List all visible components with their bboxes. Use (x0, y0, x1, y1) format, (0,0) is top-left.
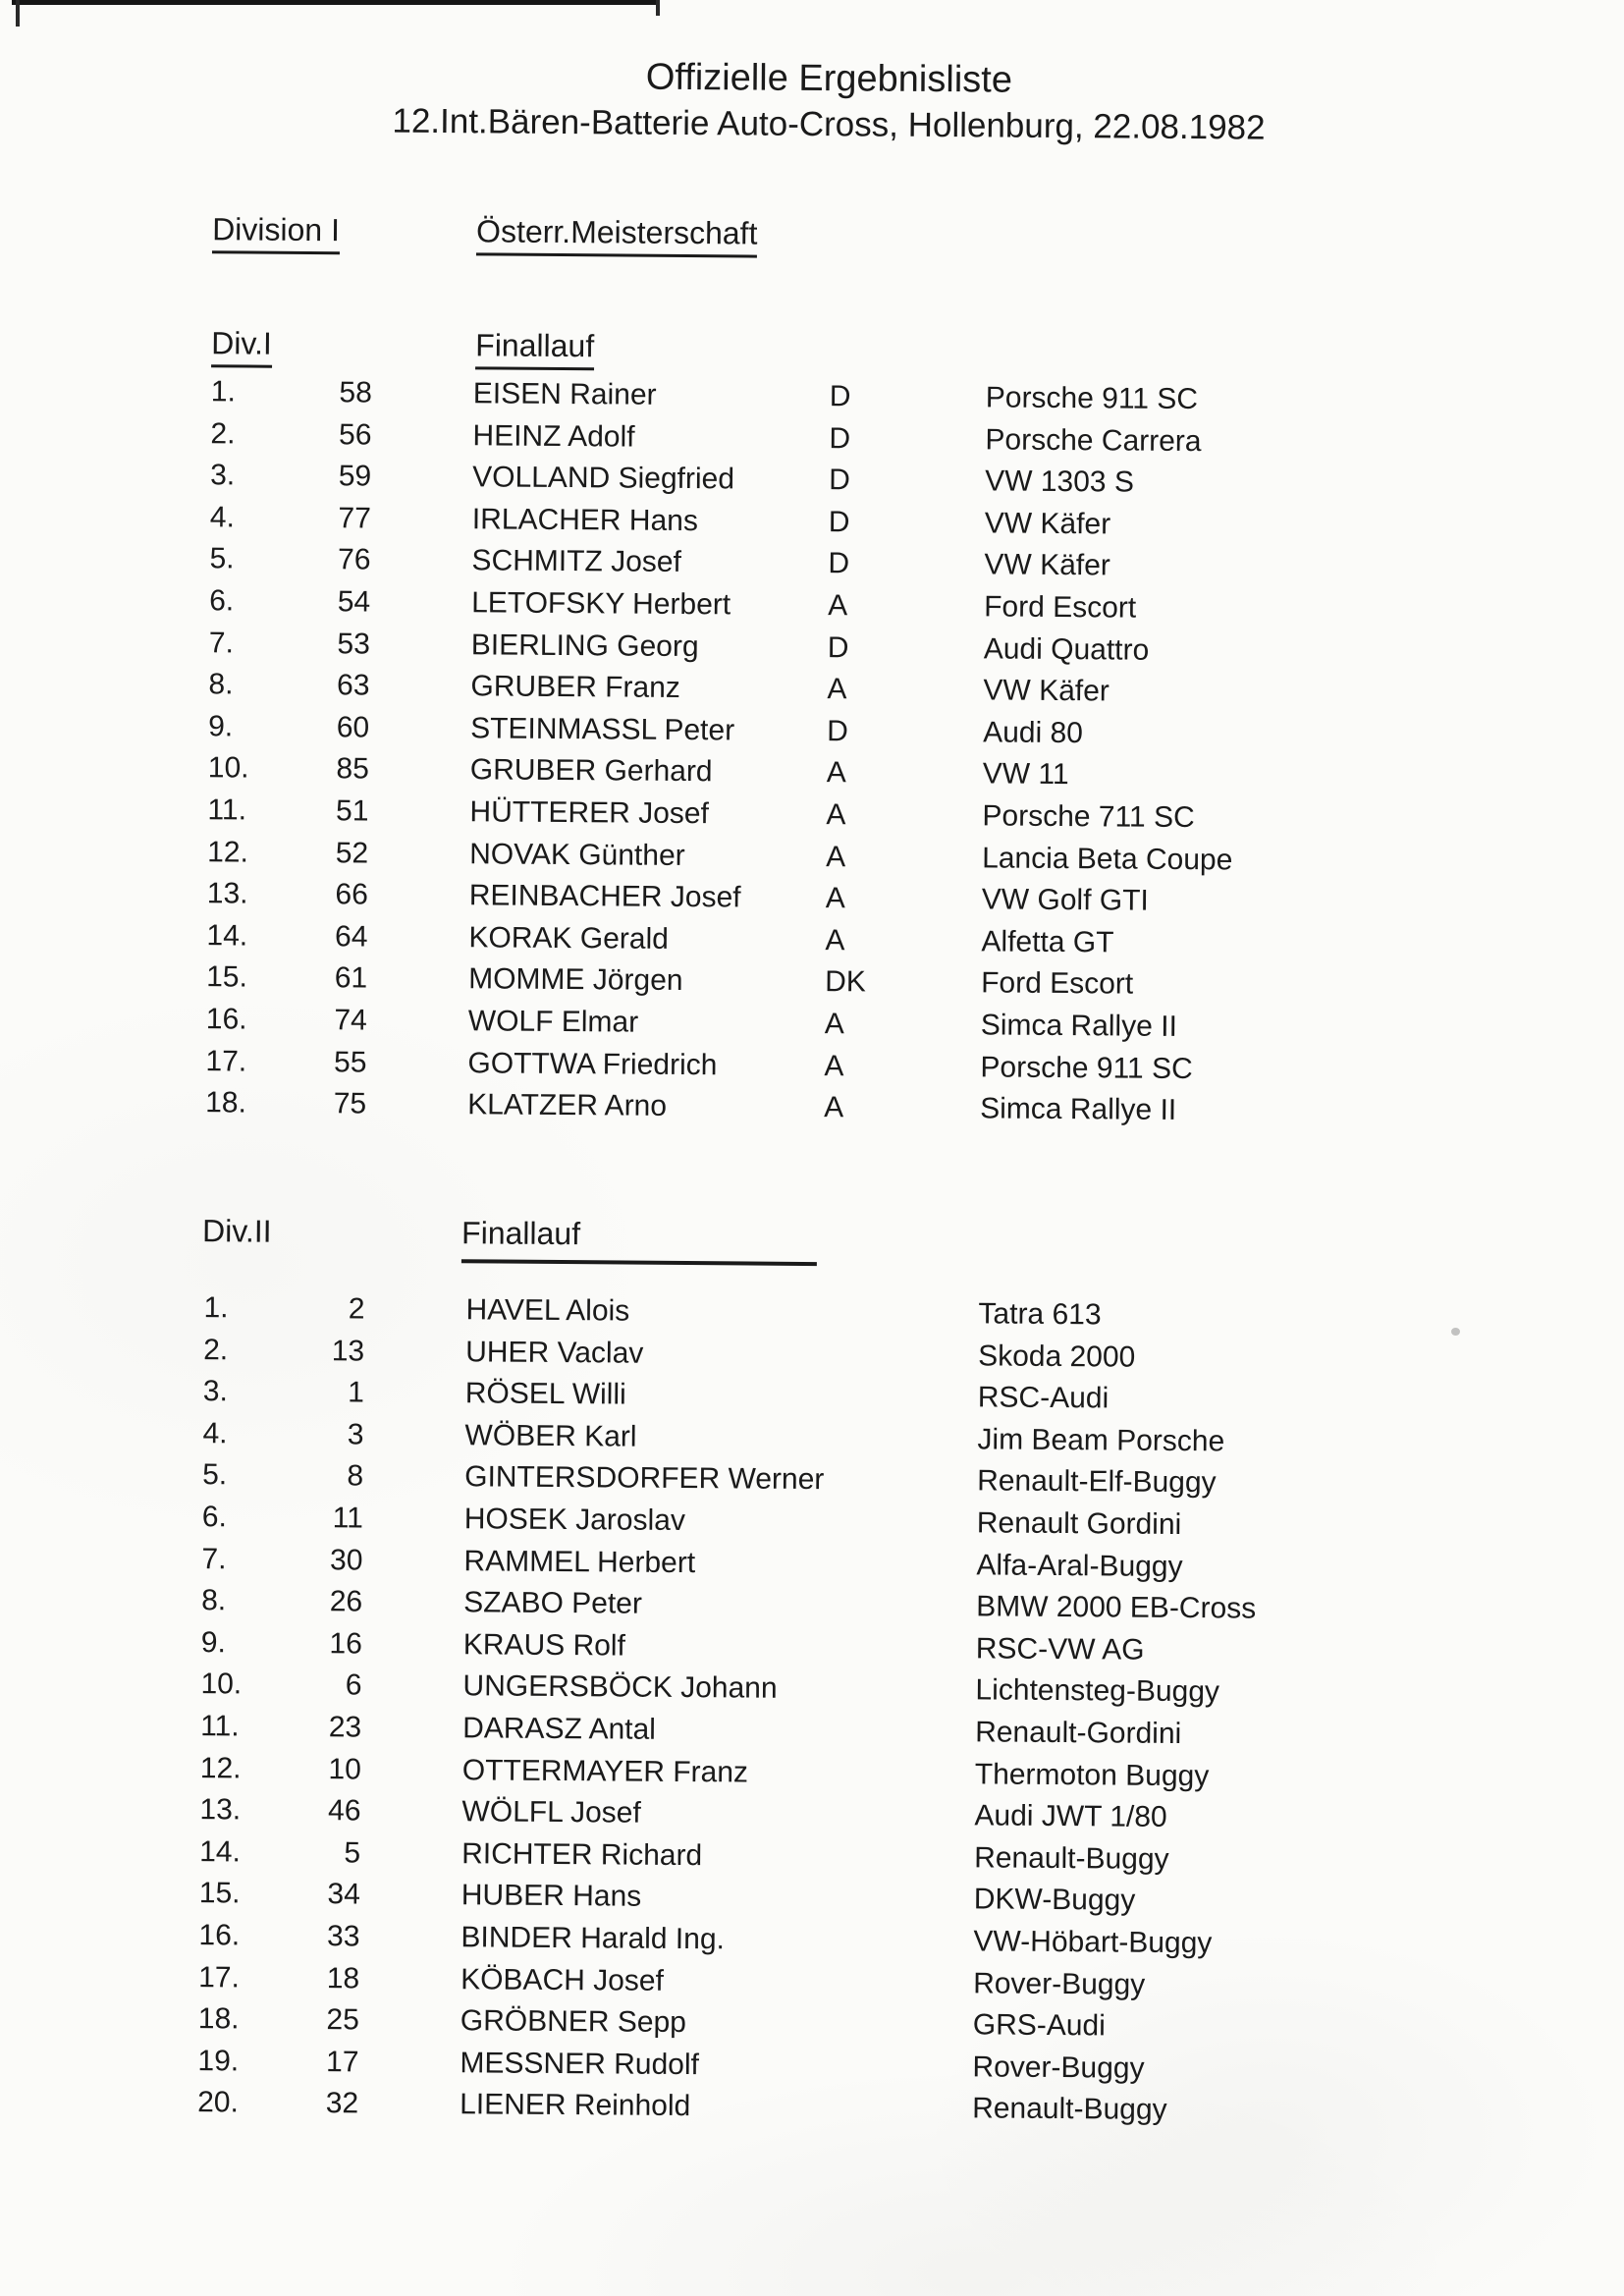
nationality-cell: A (826, 756, 846, 790)
start-number-cell: 10 (328, 1752, 361, 1785)
position-cell: 13. (199, 1793, 242, 1827)
position-cell: 6. (201, 1501, 228, 1534)
driver-name-cell: GOTTWA Friedrich (467, 1046, 718, 1081)
car-cell: Ford Escort (981, 966, 1134, 1001)
position-cell: 12. (207, 835, 249, 869)
driver-name-cell: VOLLAND Siegfried (472, 461, 735, 496)
driver-name-cell: RICHTER Richard (461, 1836, 703, 1872)
driver-name-cell: KORAK Gerald (468, 921, 670, 956)
start-number-cell: 17 (325, 2045, 359, 2079)
start-number-cell: 85 (336, 752, 369, 786)
start-number-cell: 11 (332, 1502, 363, 1535)
position-cell: 15. (198, 1877, 241, 1910)
position-cell: 16. (198, 1919, 241, 1952)
start-number-cell: 25 (326, 2003, 359, 2037)
driver-name-cell: KRAUS Rolf (462, 1628, 626, 1663)
position-cell: 8. (208, 668, 234, 701)
nationality-cell: D (829, 380, 851, 413)
driver-name-cell: LETOFSKY Herbert (471, 586, 731, 622)
driver-name-cell: KÖBACH Josef (460, 1962, 665, 1997)
car-cell: DKW-Buggy (973, 1883, 1136, 1917)
car-cell: Tatra 613 (978, 1297, 1102, 1332)
car-cell: Porsche Carrera (985, 422, 1202, 458)
start-number-cell: 56 (339, 417, 372, 452)
position-cell: 9. (208, 709, 234, 743)
division-1-results-table (0, 369, 1621, 1135)
car-cell: GRS-Audi (972, 2008, 1106, 2043)
car-cell: Lichtensteg-Buggy (975, 1673, 1220, 1709)
div2-final-run-label: Finallauf (461, 1215, 817, 1266)
driver-name-cell: EISEN Rainer (472, 377, 657, 411)
driver-name-cell: GRUBER Gerhard (469, 753, 713, 789)
division-2-results-table (0, 1285, 1614, 2135)
car-cell: Simca Rallye II (980, 1092, 1177, 1127)
nationality-cell: D (827, 630, 849, 664)
position-cell: 19. (197, 2044, 240, 2078)
car-cell: Audi JWT 1/80 (974, 1799, 1167, 1834)
nationality-cell: A (824, 1049, 844, 1082)
driver-name-cell: STEINMASSL Peter (470, 712, 735, 747)
position-cell: 16. (205, 1003, 247, 1036)
driver-name-cell: GRÖBNER Sepp (460, 2004, 687, 2040)
start-number-cell: 8 (347, 1459, 364, 1493)
position-cell: 11. (207, 793, 247, 827)
car-cell: Renault-Elf-Buggy (977, 1464, 1217, 1500)
start-number-cell: 74 (334, 1004, 367, 1037)
start-number-cell: 34 (327, 1878, 360, 1911)
car-cell: RSC-VW AG (975, 1632, 1145, 1667)
driver-name-cell: HÜTTERER Josef (469, 795, 709, 831)
start-number-cell: 26 (329, 1585, 363, 1618)
car-cell: BMW 2000 EB-Cross (976, 1590, 1257, 1625)
position-cell: 7. (201, 1542, 227, 1575)
car-cell: Renault-Buggy (972, 2092, 1167, 2127)
start-number-cell: 30 (330, 1543, 363, 1577)
start-number-cell: 58 (339, 376, 372, 410)
driver-name-cell: DARASZ Antal (462, 1712, 657, 1746)
position-cell: 17. (198, 1960, 241, 1994)
driver-name-cell: HUBER Hans (460, 1879, 642, 1914)
driver-name-cell: RÖSEL Willi (464, 1377, 626, 1411)
position-cell: 5. (202, 1458, 228, 1492)
start-number-cell: 23 (328, 1711, 362, 1744)
car-cell: Renault-Buggy (974, 1841, 1169, 1876)
start-number-cell: 2 (348, 1292, 365, 1326)
car-cell: Ford Escort (984, 590, 1137, 625)
car-cell: VW-Höbart-Buggy (973, 1925, 1213, 1960)
position-cell: 13. (206, 877, 248, 910)
start-number-cell: 64 (334, 919, 368, 954)
driver-name-cell: SCHMITZ Josef (471, 544, 681, 579)
driver-name-cell: WÖBER Karl (464, 1419, 637, 1453)
start-number-cell: 16 (329, 1626, 362, 1661)
position-cell: 2. (210, 416, 236, 450)
start-number-cell: 75 (333, 1087, 367, 1121)
car-cell: Skoda 2000 (978, 1339, 1136, 1374)
start-number-cell: 32 (325, 2087, 359, 2120)
position-cell: 4. (202, 1416, 228, 1450)
driver-name-cell: KLATZER Arno (467, 1088, 668, 1122)
position-cell: 5. (209, 542, 235, 575)
car-cell: Porsche 911 SC (985, 381, 1199, 416)
start-number-cell: 76 (338, 543, 371, 576)
car-cell: Thermoton Buggy (974, 1757, 1210, 1792)
position-cell: 14. (199, 1834, 242, 1869)
document-subtitle: 12.Int.Bären-Batterie Auto-Cross, Hollenburg, 22.08.1982 (392, 101, 1266, 147)
car-cell: Simca Rallye II (980, 1009, 1177, 1043)
driver-name-cell: NOVAK Günther (469, 837, 685, 872)
car-cell: VW Käfer (984, 548, 1110, 582)
position-cell: 10. (207, 751, 249, 785)
driver-name-cell: BIERLING Georg (470, 628, 699, 663)
driver-name-cell: RAMMEL Herbert (463, 1544, 696, 1579)
start-number-cell: 55 (333, 1045, 367, 1078)
car-cell: Porsche 711 SC (982, 799, 1195, 835)
position-cell: 6. (209, 584, 235, 618)
start-number-cell: 18 (326, 1961, 360, 1995)
nationality-cell: DK (825, 965, 866, 999)
nationality-cell: A (824, 1091, 844, 1124)
position-cell: 2. (203, 1333, 229, 1366)
start-number-cell: 6 (345, 1668, 362, 1702)
division-1-heading: Division I (212, 211, 340, 254)
start-number-cell: 13 (331, 1334, 365, 1368)
nationality-cell: D (829, 421, 851, 455)
nationality-cell: D (829, 464, 850, 497)
driver-name-cell: HAVEL Alois (465, 1293, 630, 1328)
car-cell: VW Golf GTI (981, 883, 1149, 917)
driver-name-cell: HOSEK Jaroslav (463, 1503, 686, 1538)
car-cell: Audi Quattro (983, 631, 1150, 667)
car-cell: Jim Beam Porsche (977, 1423, 1225, 1458)
car-cell: RSC-Audi (977, 1381, 1110, 1415)
position-cell: 8. (201, 1584, 227, 1617)
car-cell: Renault-Gordini (975, 1716, 1182, 1750)
start-number-cell: 54 (337, 585, 371, 619)
nationality-cell: A (824, 1008, 844, 1041)
start-number-cell: 1 (348, 1376, 364, 1409)
driver-name-cell: BINDER Harald Ing. (460, 1921, 726, 1956)
championship-heading: Österr.Meisterschaft (476, 213, 758, 257)
nationality-cell: A (825, 923, 845, 957)
nationality-cell: D (828, 505, 850, 539)
position-cell: 12. (199, 1751, 242, 1785)
start-number-cell: 63 (336, 669, 370, 702)
position-cell: 3. (202, 1375, 229, 1408)
nationality-cell: A (827, 673, 847, 706)
driver-name-cell: IRLACHER Hans (471, 503, 699, 537)
position-cell: 4. (209, 500, 236, 534)
driver-name-cell: LIENER Reinhold (460, 2088, 691, 2123)
car-cell: Renault Gordini (976, 1506, 1182, 1541)
car-cell: Alfa-Aral-Buggy (976, 1548, 1183, 1583)
car-cell: Lancia Beta Coupe (982, 841, 1233, 876)
nationality-cell: D (827, 714, 848, 748)
driver-name-cell: WOLF Elmar (467, 1005, 639, 1039)
car-cell: VW 1303 S (985, 465, 1135, 499)
driver-name-cell: GRUBER Franz (470, 670, 680, 705)
start-number-cell: 77 (338, 502, 371, 535)
start-number-cell: 3 (347, 1418, 364, 1451)
car-cell: Alfetta GT (981, 925, 1114, 959)
position-cell: 20. (197, 2086, 240, 2119)
position-cell: 18. (197, 2002, 240, 2036)
driver-name-cell: OTTERMAYER Franz (461, 1753, 749, 1789)
position-cell: 3. (210, 459, 236, 492)
nationality-cell: A (828, 589, 848, 623)
start-number-cell: 66 (335, 878, 368, 911)
car-cell: Porsche 911 SC (980, 1050, 1193, 1085)
driver-name-cell: GINTERSDORFER Werner (464, 1460, 825, 1497)
position-cell: 14. (206, 918, 248, 953)
car-cell: Rover-Buggy (972, 2050, 1145, 2085)
position-cell: 9. (200, 1625, 227, 1660)
car-cell: VW Käfer (983, 674, 1110, 708)
start-number-cell: 52 (335, 836, 369, 870)
nationality-cell: A (825, 882, 845, 915)
position-cell: 10. (200, 1667, 243, 1701)
position-cell: 17. (205, 1044, 247, 1078)
start-number-cell: 46 (327, 1794, 361, 1828)
position-cell: 1. (210, 375, 237, 409)
start-number-cell: 60 (336, 710, 370, 744)
start-number-cell: 5 (344, 1836, 361, 1870)
driver-name-cell: REINBACHER Josef (468, 879, 741, 914)
nationality-cell: A (826, 840, 846, 873)
position-cell: 15. (206, 960, 248, 994)
position-cell: 1. (203, 1291, 229, 1325)
driver-name-cell: WÖLFL Josef (461, 1795, 641, 1830)
car-cell: Audi 80 (983, 716, 1084, 749)
position-cell: 7. (208, 626, 235, 659)
nationality-cell: D (828, 547, 850, 580)
div1-label: Div.I (211, 325, 272, 367)
start-number-cell: 61 (334, 961, 368, 995)
driver-name-cell: MOMME Jörgen (468, 962, 683, 998)
div1-final-run-label: Finallauf (475, 327, 594, 370)
driver-name-cell: UHER Vaclav (465, 1335, 644, 1370)
driver-name-cell: MESSNER Rudolf (460, 2046, 700, 2081)
nationality-cell: A (826, 798, 846, 832)
start-number-cell: 51 (335, 794, 369, 828)
start-number-cell: 59 (338, 460, 372, 493)
position-cell: 11. (200, 1710, 240, 1743)
position-cell: 18. (205, 1086, 247, 1120)
car-cell: VW 11 (982, 757, 1069, 792)
car-cell: Rover-Buggy (973, 1966, 1146, 2001)
driver-name-cell: HEINZ Adolf (472, 418, 635, 454)
div2-label: Div.II (201, 1213, 272, 1249)
start-number-cell: 33 (326, 1920, 360, 1953)
driver-name-cell: SZABO Peter (463, 1586, 643, 1620)
car-cell: VW Käfer (984, 507, 1111, 541)
document-title: Offizielle Ergebnisliste (645, 56, 1013, 101)
start-number-cell: 53 (337, 627, 370, 661)
driver-name-cell: UNGERSBÖCK Johann (462, 1669, 778, 1706)
